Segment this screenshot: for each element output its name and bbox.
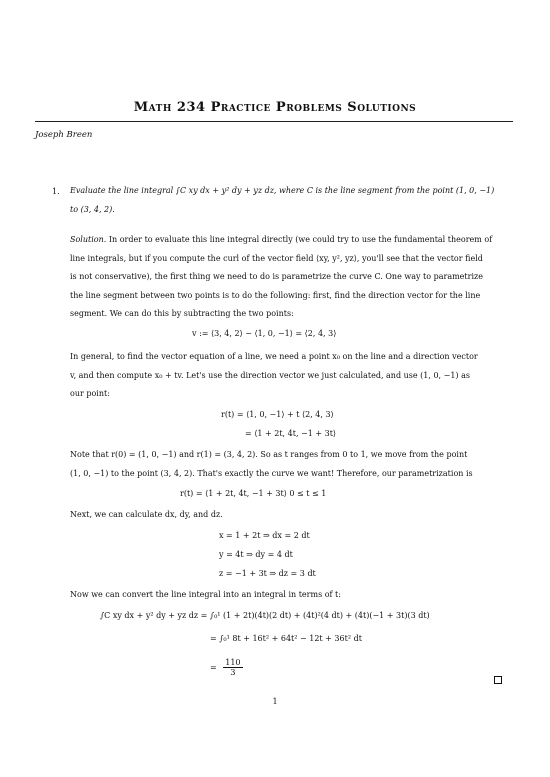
problem-number: 1. (52, 187, 60, 196)
fraction-denominator: 3 (230, 668, 236, 677)
problem-line: Evaluate the line integral ∫C xy dx + y² dy + yz dz, where C is the line segment from the point (1, 0, −1) (70, 186, 495, 195)
equation-integral-1: ∫C xy dx + y² dy + yz dz = ∫₀¹ (1 + 2t)(4t)(2 dt) + (4t)²(4 dt) + (4t)(−1 + 3t)(3 dt) (100, 611, 430, 620)
equation-dz: z = −1 + 3t ⇒ dz = 3 dt (219, 569, 316, 578)
equation-parametrization-2: = ⟨1 + 2t, 4t, −1 + 3t⟩ (245, 429, 337, 438)
equation-parametrization-1: r(t) = ⟨1, 0, −1⟩ + t ⟨2, 4, 3⟩ (221, 410, 334, 419)
solution-line: our point: (70, 389, 110, 398)
solution-paragraph-1 (70, 231, 514, 324)
solution-label: Solution. (70, 235, 107, 244)
page-number: 1 (272, 697, 278, 706)
solution-paragraph-5: Now we can convert the line integral into an integral in terms of t: (70, 590, 341, 599)
solution-line: segment. We can do this by subtracting the two points: (70, 309, 294, 318)
problem-line: to (3, 4, 2). (70, 204, 115, 214)
equation-dx: x = 1 + 2t ⇒ dx = 2 dt (219, 531, 310, 540)
equation-integral-2: = ∫₀¹ 8t + 16t² + 64t² − 12t + 36t² dt (210, 634, 362, 643)
solution-line: In general, to find the vector equation of a line, we need a point x₀ on the line and a direction vector (70, 352, 478, 361)
solution-paragraph-2 (70, 348, 514, 404)
solution-paragraph-3 (70, 446, 514, 483)
solution-line: v, and then compute x₀ + tv. Let's use the direction vector we just calculated, and use (1, 0, −1) as (70, 370, 470, 380)
equation-dy: y = 4t ⇒ dy = 4 dt (219, 550, 293, 559)
author: Joseph Breen (35, 130, 93, 140)
title-rule (35, 121, 513, 122)
fraction-numerator: 110 (225, 658, 241, 667)
solution-text: In order to evaluate this line integral directly (we could try to use the fundamental theorem of (108, 235, 493, 244)
equation-parametrization-final: r(t) = ⟨1 + 2t, 4t, −1 + 3t⟩ 0 ≤ t ≤ 1 (180, 489, 327, 498)
problem-statement (70, 182, 514, 219)
page-title: Math 234 Practice Problems Solutions (133, 100, 417, 115)
solution-line: (1, 0, −1) to the point (3, 4, 2). That's exactly the curve we want! Therefore, our parametrization is (70, 468, 473, 478)
solution-line: Note that r(0) = (1, 0, −1) and r(1) = (3, 4, 2). So as t ranges from 0 to 1, we move from the point (70, 450, 468, 459)
equation-direction-vector: v := ⟨3, 4, 2⟩ − ⟨1, 0, −1⟩ = ⟨2, 4, 3⟩ (192, 329, 337, 338)
solution-line: is not conservative), the first thing we need to do is parametrize the curve C. One way to parametrize (70, 272, 483, 281)
equation-integral-result: = $\frac{110}{3}$ (210, 658, 241, 677)
solution-line: line integrals, but if you compute the curl of the vector field ⟨xy, y², yz⟩, you'll see that the vector field (70, 253, 483, 263)
solution-line: the line segment between two points is to do the following: first, find the direction vector for the line (70, 290, 481, 300)
qed-square-icon (494, 676, 502, 684)
solution-line (70, 231, 514, 250)
solution-paragraph-4: Next, we can calculate dx, dy, and dz. (70, 510, 223, 519)
